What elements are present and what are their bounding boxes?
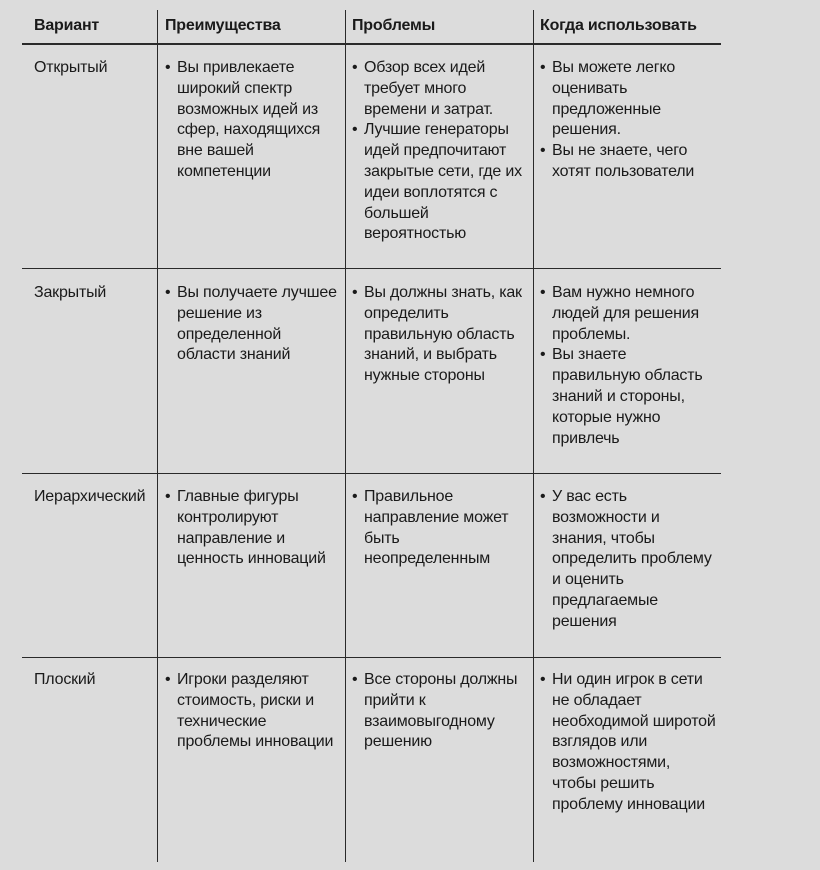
advantages-cell [165, 670, 340, 753]
bullet-item: • Вы можете легко оценивать предложенные решения. [540, 58, 718, 141]
header-when-to-use: Когда использовать [540, 17, 697, 34]
advantages-cell [165, 58, 340, 183]
column-divider [533, 10, 534, 862]
advantages-cell [165, 487, 340, 570]
when-cell [540, 487, 718, 633]
row-divider [22, 268, 721, 269]
bullet-item: • Игроки разделяют стоимость, риски и технические проблемы инновации [165, 670, 340, 753]
problems-cell [352, 670, 527, 753]
bullet-item: • Вы должны знать, как определить правильную область знаний, и выбрать нужные стороны [352, 283, 527, 387]
variant-cell: Иерархический [34, 488, 146, 505]
when-cell [540, 670, 718, 816]
advantages-cell [165, 283, 340, 366]
bullet-item: • Правильное направление может быть неопределенным [352, 487, 527, 570]
header-variant: Вариант [34, 17, 100, 34]
problems-cell [352, 58, 527, 245]
bullet-item: • У вас есть возможности и знания, чтобы определить проблему и оценить предлагаемые решения [540, 487, 718, 633]
when-cell [540, 283, 718, 449]
problems-cell [352, 487, 527, 570]
bullet-item: • Вы знаете правильную область знаний и стороны, которые нужно привлечь [540, 345, 718, 449]
header-advantages: Преимущества [165, 17, 281, 34]
bullet-item: • Лучшие генераторы идей предпочитают закрытые сети, где их идеи воплотятся с большей вероятностью [352, 120, 527, 245]
bullet-item: • Обзор всех идей требует много времени и затрат. [352, 58, 527, 120]
header-problems: Проблемы [352, 17, 436, 34]
bullet-item: • Вы привлекаете широкий спектр возможных идей из сфер, находящихся вне вашей компетенции [165, 58, 340, 183]
variant-cell: Открытый [34, 59, 108, 76]
row-divider [22, 657, 721, 658]
bullet-item: • Ни один игрок в сети не обладает необходимой широтой взглядов или возможностями, чтобы решить проблему инновации [540, 670, 718, 816]
bullet-item: • Вы получаете лучшее решение из определенной области знаний [165, 283, 340, 366]
problems-cell [352, 283, 527, 387]
bullet-item: • Вам нужно немного людей для решения проблемы. [540, 283, 718, 345]
column-divider [157, 10, 158, 862]
row-divider [22, 473, 721, 474]
variant-cell: Закрытый [34, 284, 107, 301]
when-cell [540, 58, 718, 183]
bullet-item: • Вы не знаете, чего хотят пользователи [540, 141, 718, 183]
bullet-item: • Главные фигуры контролируют направление и ценность инноваций [165, 487, 340, 570]
bullet-item: • Все стороны должны прийти к взаимовыгодному решению [352, 670, 527, 753]
variant-cell: Плоский [34, 671, 96, 688]
header-divider [22, 43, 721, 45]
column-divider [345, 10, 346, 862]
